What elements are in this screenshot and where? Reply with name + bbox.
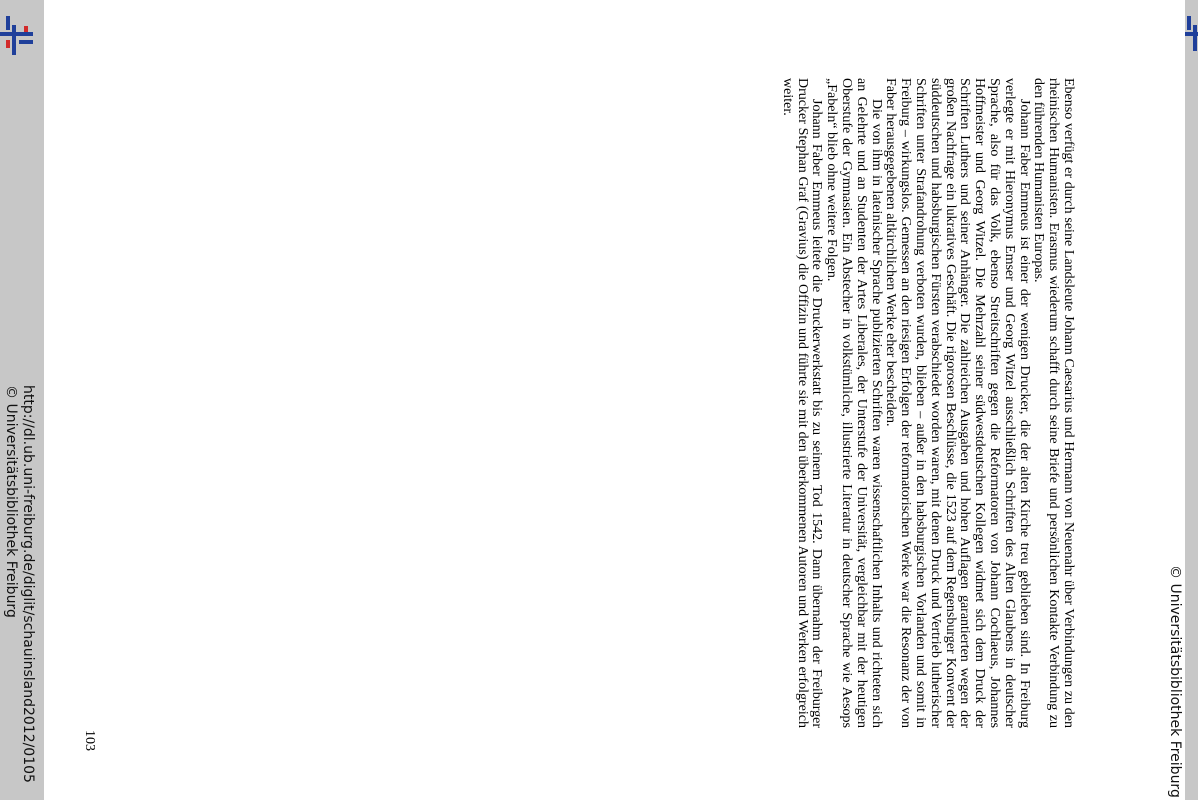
copyright-right: © Universitätsbibliothek Freiburg [1167,565,1183,798]
page-url[interactable]: http://dl.ub.uni-freiburg.de/diglit/schauinsland2012/0105 [20,385,36,783]
copyright-text: © Universitätsbibliothek Freiburg [3,385,19,618]
ub-freiburg-logo-icon [0,16,36,50]
paragraph-4: Johann Faber Emmeus leitete die Druckerwerkstatt bis zu seinem Tod 1542. Dann übernahm der Freiburger Drucker Stephan Graf (Gravius) die Offizin und führte sie mit den überkommenen Autoren und Werken erfolgreich weiter. [779,78,825,728]
left-sidebar [0,0,44,800]
paragraph-2: Johann Faber Emmeus ist einer der wenigen Drucker, die der alten Kirche treu geblieben sind. In Freiburg verlegte er mit Hieronymus Emser und Georg Witzel ausschließlich Schriften des Alten Glaubens in deutscher Sprache, also für das Volk, ebenso Streitschriften gegen die Reformatoren von Johann Cochlaeus, Johannes Hoffmeister und Georg Witzel. Die Mehrzahl seiner südwestdeutschen Kollegen widmet sich dem Druck der Schriften Luthers und seiner Anhänger. Die zahlreichen Ausgaben und hohen Auflagen garantierten wegen der großen Nachfrage ein lukratives Geschäft. Die rigorosen Beschlüsse, die 1523 auf dem Regensburger Konvent der süddeutschen und habsburgischen Fürsten verabschiedet worden waren, mit denen Druck und Vertrieb lutherischer Schriften unter Strafandrohung verboten wurden, blieben – außer in den habsburgischen Vorlanden und somit in Freiburg – wirkungslos. Gemessen an den riesigen Erfolgen der reformatorischen Werke war die Resonanz der von Faber herausgegebenen altkirchlichen Werke eher bescheiden. [883,78,1032,728]
page-url-vertical [2,385,36,783]
rotated-text-block [779,78,1075,728]
paragraph-3: Die von ihm in lateinischer Sprache publizierten Schriften waren wissenschaftlichen Inhalts und richteten sich an Gelehrte und an Studenten der Artes Liberales, der Unterstufe der Universität, vergleichbar mit der heutigen Oberstufe der Gymnasien. Ein Abstecher in volkstümliche, illustrierte Literatur in deutscher Sprache wie Aesops „Fabeln“ blieb ohne weitere Folgen. [824,78,884,728]
right-sidebar [1167,0,1198,800]
paragraph-1: Ebenso verfügt er durch seine Landsleute Johann Caesarius und Hermann von Neuenahr über Verbindungen zu den rheinischen Humanisten. Erasmus wiederum schafft durch seine Briefe und persönlichen Kontakte Verbindung zu den führenden Humanisten Europas. [1031,78,1076,728]
ub-freiburg-logo-right-icon [1185,16,1198,50]
page-number: 103 [82,730,97,751]
